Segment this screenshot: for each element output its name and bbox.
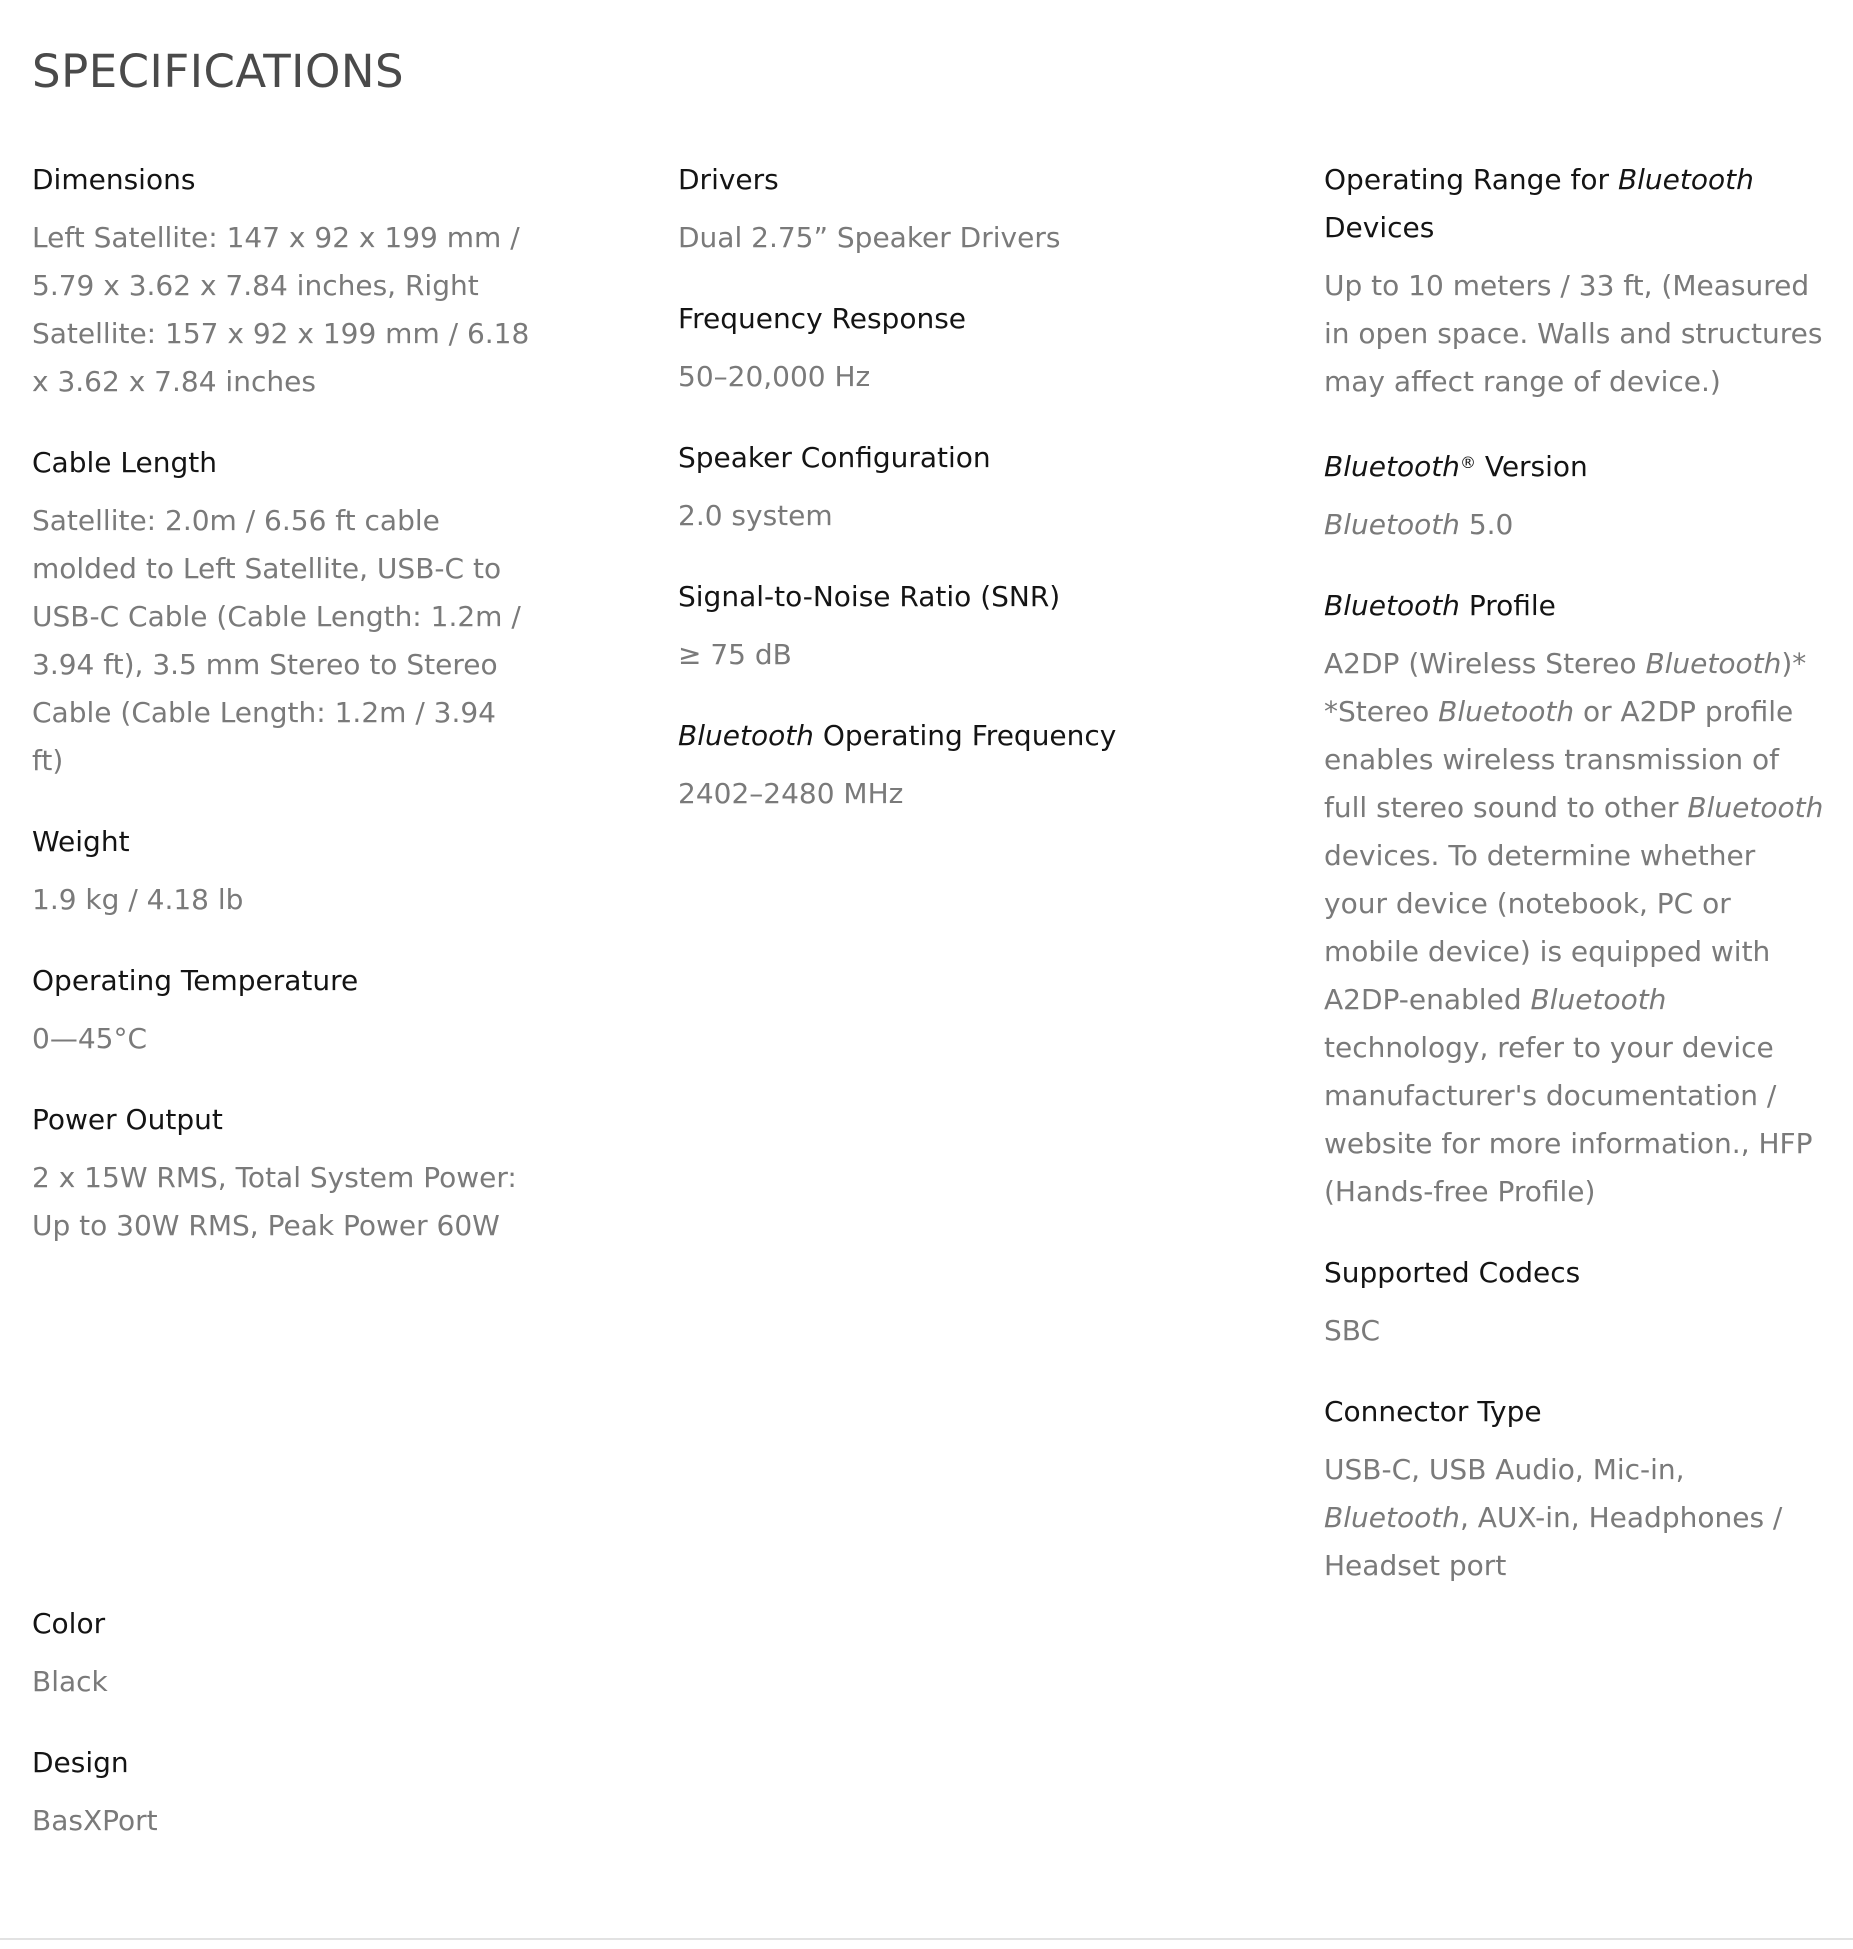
label-text: Devices	[1324, 211, 1435, 244]
spec-bluetooth-version	[1324, 439, 1824, 549]
spec-label: Dimensions	[32, 163, 196, 196]
label-text: Operating Frequency	[813, 719, 1117, 752]
bluetooth-italic: Bluetooth	[678, 719, 814, 752]
spec-value: Black	[32, 1665, 108, 1698]
spec-value	[1324, 1446, 1824, 1590]
bluetooth-italic: Bluetooth	[1324, 589, 1460, 622]
specs-column-left	[32, 156, 532, 1283]
spec-connector-type	[1324, 1388, 1824, 1590]
spec-label: Color	[32, 1607, 106, 1640]
value-text: or A2DP profile enables wireless transmission of full stereo sound to other	[1324, 695, 1794, 824]
specs-bottom-row	[32, 1600, 532, 1878]
spec-label: Connector Type	[1324, 1395, 1542, 1428]
spec-snr	[678, 573, 1178, 679]
value-text: 5.0	[1459, 508, 1514, 541]
label-text: Version	[1475, 450, 1588, 483]
spec-label	[1324, 582, 1824, 630]
value-text: devices. To determine whether your device (notebook, PC or mobile device) is equipped with A2DP-enabled	[1324, 839, 1771, 1016]
bottom-divider	[0, 1938, 1853, 1940]
bluetooth-italic: Bluetooth	[1687, 791, 1824, 824]
spec-operating-range	[1324, 156, 1824, 406]
spec-value	[1324, 501, 1824, 549]
spec-value: Left Satellite: 147 x 92 x 199 mm / 5.79 x 3.62 x 7.84 inches, Right Satellite: 157 x 92 x 199 mm / 6.18 x 3.62 x 7.84 inches	[32, 221, 530, 398]
spec-label: Drivers	[678, 163, 779, 196]
value-text: , AUX-in, Headphones / Headset port	[1324, 1501, 1783, 1582]
spec-label	[1324, 439, 1824, 491]
spec-label: Design	[32, 1746, 129, 1779]
bluetooth-italic: Bluetooth	[1438, 695, 1575, 728]
value-text: )* *Stereo	[1324, 647, 1807, 728]
label-text: Profile	[1459, 589, 1556, 622]
bluetooth-italic: Bluetooth	[1324, 450, 1460, 483]
spec-value: Up to 10 meters / 33 ft, (Measured in open space. Walls and structures may affect range of device.)	[1324, 269, 1823, 398]
spec-cable-length	[32, 439, 532, 785]
label-text: Operating Range for	[1324, 163, 1618, 196]
value-text: USB-C, USB Audio, Mic-in,	[1324, 1453, 1685, 1486]
spec-value: SBC	[1324, 1314, 1381, 1347]
bluetooth-italic: Bluetooth	[1324, 508, 1460, 541]
spec-value: BasXPort	[32, 1804, 158, 1837]
spec-value	[1324, 640, 1824, 1216]
spec-value: 1.9 kg / 4.18 lb	[32, 883, 244, 916]
spec-design	[32, 1739, 532, 1845]
spec-color	[32, 1600, 532, 1706]
spec-bluetooth-profile	[1324, 582, 1824, 1216]
spec-power-output	[32, 1096, 532, 1250]
spec-label: Signal-to-Noise Ratio (SNR)	[678, 580, 1061, 613]
spec-label	[1324, 156, 1824, 252]
spec-label: Speaker Configuration	[678, 441, 991, 474]
spec-value: 50–20,000 Hz	[678, 360, 871, 393]
spec-supported-codecs	[1324, 1249, 1824, 1355]
spec-weight	[32, 818, 532, 924]
spec-value: Dual 2.75” Speaker Drivers	[678, 221, 1061, 254]
spec-label: Power Output	[32, 1103, 223, 1136]
specs-column-middle	[678, 156, 1178, 851]
spec-label: Frequency Response	[678, 302, 967, 335]
bluetooth-italic: Bluetooth	[1645, 647, 1782, 680]
spec-dimensions	[32, 156, 532, 406]
spec-label: Cable Length	[32, 446, 217, 479]
spec-value: Satellite: 2.0m / 6.56 ft cable molded to Left Satellite, USB-C to USB-C Cable (Cable Length: 1.2m / 3.94 ft), 3.5 mm Stereo to Stereo Cable (Cable Length: 1.2m / 3.94 ft)	[32, 504, 521, 777]
spec-label	[678, 712, 1178, 760]
spec-drivers	[678, 156, 1178, 262]
bluetooth-italic: Bluetooth	[1617, 163, 1754, 196]
spec-label: Supported Codecs	[1324, 1256, 1581, 1289]
spec-label: Operating Temperature	[32, 964, 359, 997]
spec-operating-temperature	[32, 957, 532, 1063]
specs-column-right	[1324, 156, 1824, 1623]
value-text: technology, refer to your device manufacturer's documentation / website for more information., HFP (Hands-free Profile)	[1324, 1031, 1813, 1208]
spec-value: 2402–2480 MHz	[678, 777, 904, 810]
spec-label: Weight	[32, 825, 130, 858]
spec-value: 2 x 15W RMS, Total System Power: Up to 30W RMS, Peak Power 60W	[32, 1161, 517, 1242]
value-text: A2DP (Wireless Stereo	[1324, 647, 1646, 680]
registered-mark: ®	[1459, 453, 1476, 472]
spec-speaker-configuration	[678, 434, 1178, 540]
spec-value: ≥ 75 dB	[678, 638, 792, 671]
spec-bluetooth-operating-frequency	[678, 712, 1178, 818]
bluetooth-italic: Bluetooth	[1530, 983, 1667, 1016]
spec-value: 0—45°C	[32, 1022, 147, 1055]
page-title: SPECIFICATIONS	[32, 45, 405, 98]
spec-frequency-response	[678, 295, 1178, 401]
bluetooth-italic: Bluetooth	[1324, 1501, 1460, 1534]
spec-value: 2.0 system	[678, 499, 833, 532]
